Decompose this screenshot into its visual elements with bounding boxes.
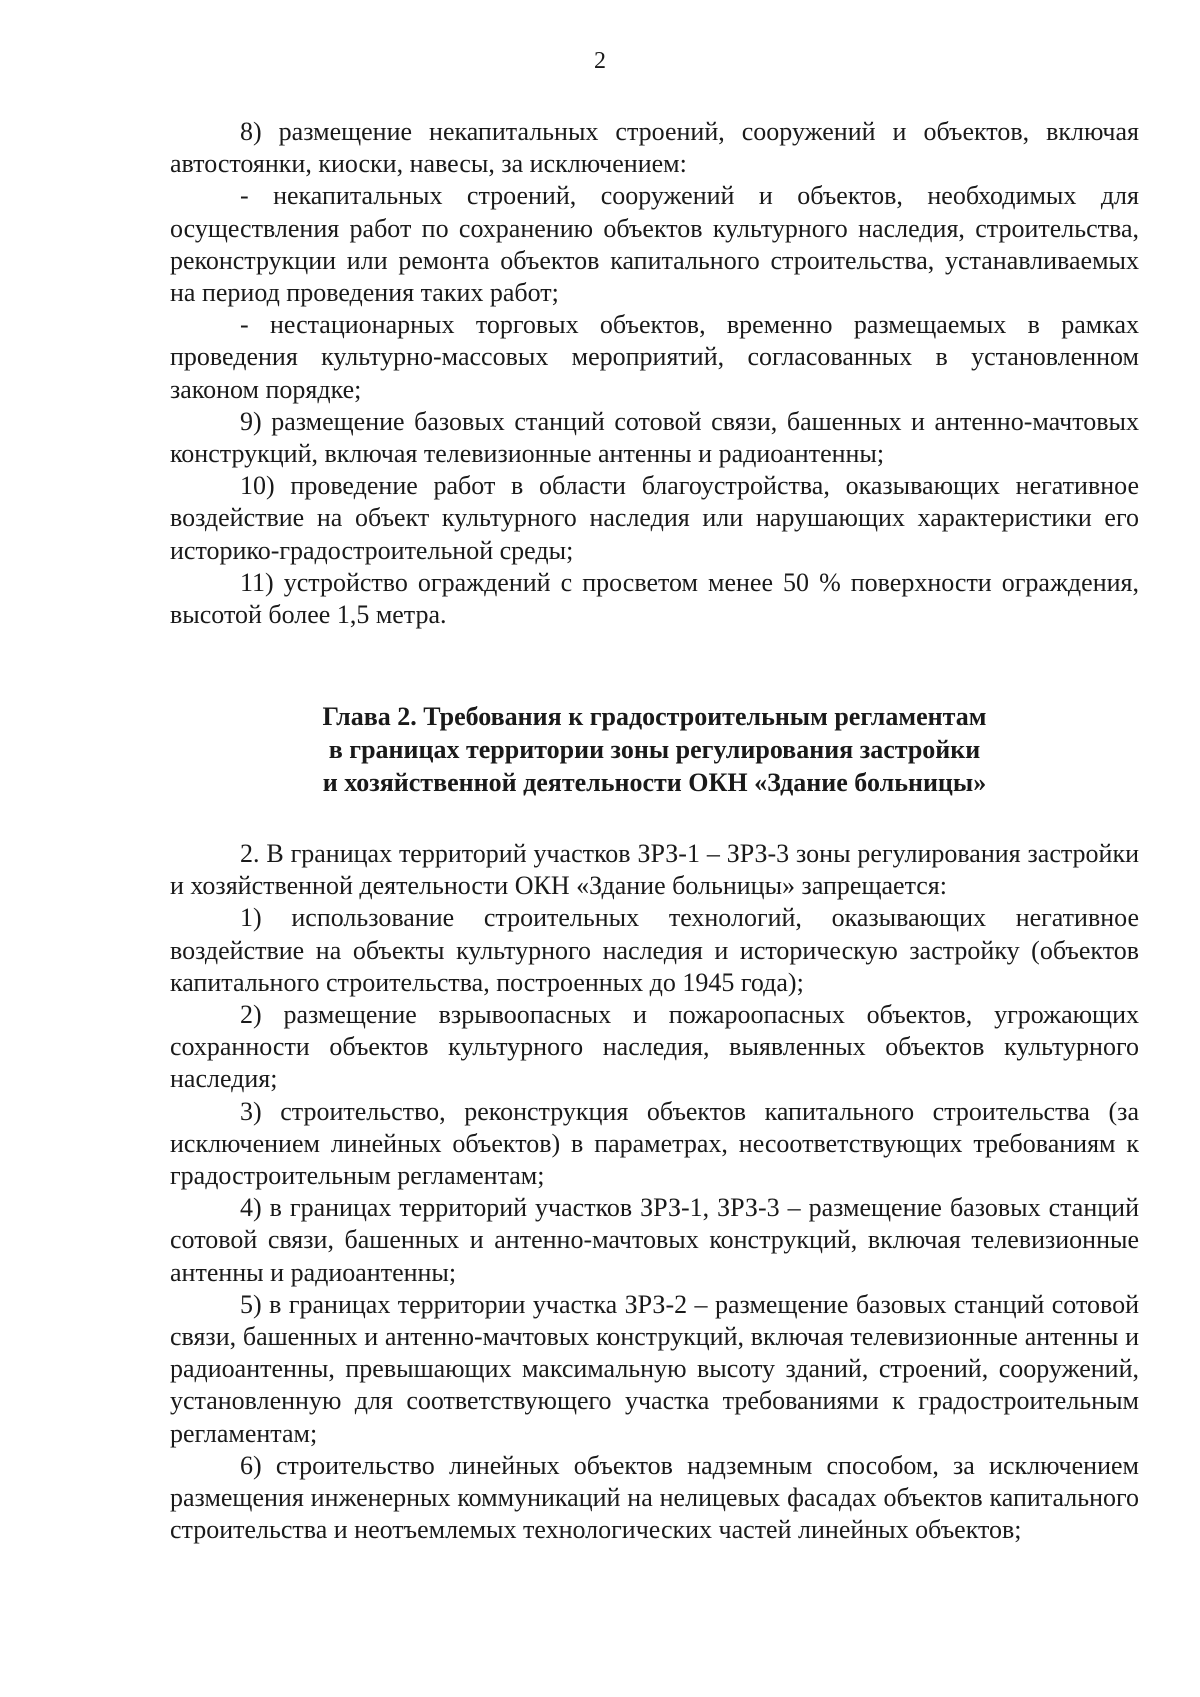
paragraph-item-9: 9) размещение базовых станций сотовой связи, башенных и антенно-мачтовых конструкций, включая телевизионные антенны и радиоантенны; xyxy=(170,406,1139,469)
heading-line-2: в границах территории зоны регулирования застройки xyxy=(328,735,981,764)
chapter-heading xyxy=(170,700,1139,799)
section-1-text xyxy=(170,116,1139,631)
heading-line-3: и хозяйственной деятельности ОКН «Здание больницы» xyxy=(322,768,987,797)
paragraph-sub-4: 4) в границах территорий участков ЗРЗ-1, ЗРЗ-3 – размещение базовых станций сотовой связи, башенных и антенно-мачтовых конструкций, включая телевизионные антенны и радиоантенны; xyxy=(170,1193,1139,1287)
paragraph-item-8: 8) размещение некапитальных строений, сооружений и объектов, включая автостоянки, киоски, навесы, за исключением: xyxy=(170,117,1139,179)
paragraph-clause-2: 2. В границах территорий участков ЗРЗ-1 – ЗРЗ-3 зоны регулирования застройки и хозяйственной деятельности ОКН «Здание больницы» запрещается: xyxy=(170,839,1139,901)
heading-line-1: Глава 2. Требования к градостроительным регламентам xyxy=(322,702,987,731)
paragraph-exception-1: - некапитальных строений, сооружений и объектов, необходимых для осуществления работ по сохранению объектов культурного наследия, строительства, реконструкции или ремонта объектов капитального строительства, устанавливаемых на период проведения таких работ; xyxy=(170,181,1139,308)
paragraph-exception-2: - нестационарных торговых объектов, временно размещаемых в рамках проведения культурно-массовых мероприятий, согласованных в установленном законом порядке; xyxy=(170,310,1139,404)
paragraph-sub-6: 6) строительство линейных объектов надземным способом, за исключением размещения инженерных коммуникаций на нелицевых фасадах объектов капитального строительства и неотъемлемых технологических частей линейных объектов; xyxy=(170,1450,1139,1545)
paragraph-sub-2: 2) размещение взрывоопасных и пожароопасных объектов, угрожающих сохранности объектов культурного наследия, выявленных объектов культурного наследия; xyxy=(170,1000,1139,1094)
section-2-text xyxy=(170,838,1139,1546)
paragraph-sub-3: 3) строительство, реконструкция объектов капитального строительства (за исключением линейных объектов) в параметрах, несоответствующих требованиям к градостроительным регламентам; xyxy=(170,1096,1139,1191)
paragraph-item-11: 11) устройство ограждений с просветом менее 50 % поверхности ограждения, высотой более 1,5 метра. xyxy=(170,567,1139,630)
paragraph-item-10: 10) проведение работ в области благоустройства, оказывающих негативное воздействие на объект культурного наследия или нарушающих характеристики его историко-градостроительной среды; xyxy=(170,471,1139,565)
page-number: 2 xyxy=(594,48,606,74)
paragraph-sub-5: 5) в границах территории участка ЗРЗ-2 – размещение базовых станций сотовой связи, башенных и антенно-мачтовых конструкций, включая телевизионные антенны и радиоантенны, превышающих максимальную высоту зданий, строений, сооружений, установленную для соответствующего участка требованиями к градостроительным регламентам; xyxy=(170,1289,1139,1448)
paragraph-sub-1: 1) использование строительных технологий, оказывающих негативное воздействие на объекты культурного наследия и историческую застройку (объектов капитального строительства, построенных до 1945 года); xyxy=(170,903,1139,997)
